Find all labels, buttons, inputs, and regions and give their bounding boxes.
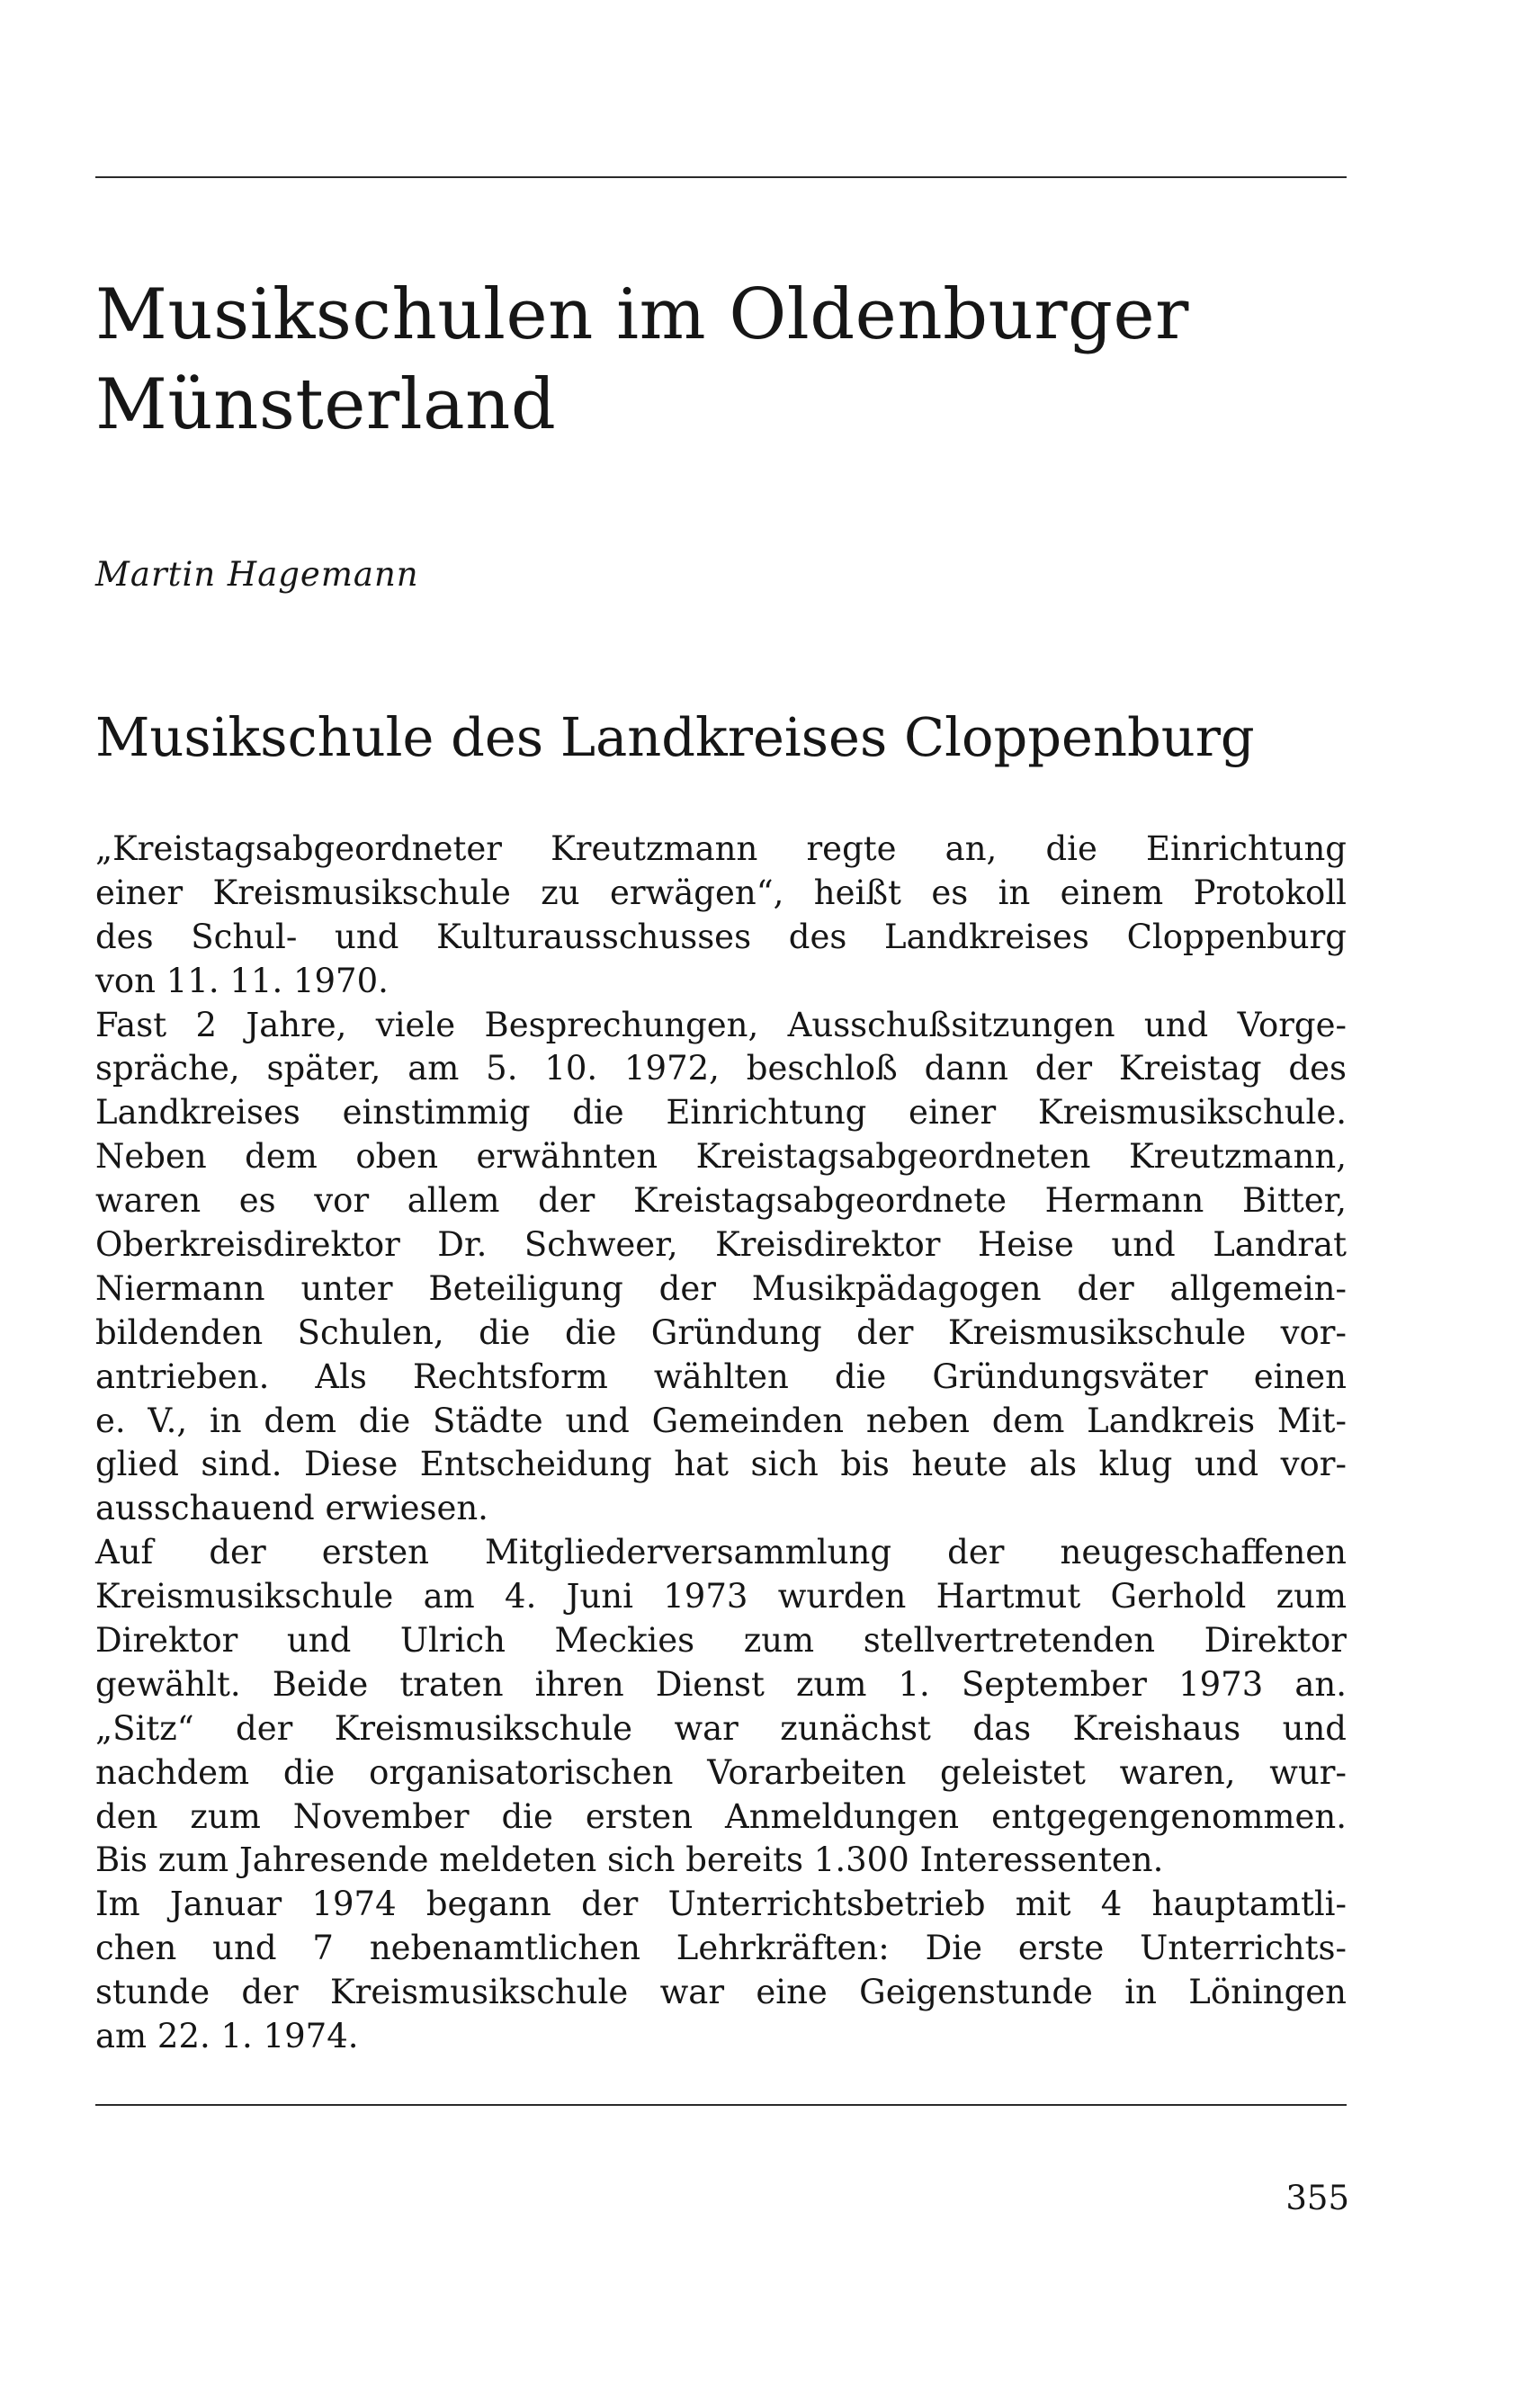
body-line: „Kreistagsabgeordneter Kreutzmann regte an, die Einrichtung [95, 829, 1347, 868]
page-number: 355 [1285, 2179, 1349, 2217]
body-line: Direktor und Ulrich Meckies zum stellvertretenden Direktor [95, 1621, 1347, 1661]
body-line: waren es vor allem der Kreistagsabgeordnete Hermann Bitter, [95, 1181, 1347, 1221]
body-line: Auf der ersten Mitgliederversammlung der neugeschaffenen [95, 1533, 1347, 1572]
bottom-rule [95, 2104, 1347, 2106]
body-line: Fast 2 Jahre, viele Besprechungen, Ausschußsitzungen und Vorge- [95, 1005, 1347, 1044]
body-line: am 22. 1. 1974. [95, 2017, 359, 2056]
body-line: „Sitz“ der Kreismusikschule war zunächst das Kreishaus und [95, 1708, 1347, 1748]
body-line: spräche, später, am 5. 10. 1972, beschloß dann der Kreistag des [95, 1049, 1347, 1088]
body-line: Bis zum Jahresende meldeten sich bereits 1.300 Interessenten. [95, 1840, 1164, 1880]
author-name: Martin Hagemann [95, 555, 419, 594]
body-line: nachdem die organisatorischen Vorarbeiten geleistet waren, wur- [95, 1752, 1347, 1792]
body-line: e. V., in dem die Städte und Gemeinden neben dem Landkreis Mit- [95, 1401, 1347, 1440]
body-text [95, 828, 1347, 2059]
body-line: den zum November die ersten Anmeldungen entgegengenommen. [95, 1796, 1347, 1836]
body-line: bildenden Schulen, die die Gründung der Kreismusikschule vor- [95, 1312, 1347, 1352]
body-line: Landkreises einstimmig die Einrichtung einer Kreismusikschule. [95, 1093, 1347, 1133]
body-line: Oberkreisdirektor Dr. Schweer, Kreisdirektor Heise und Landrat [95, 1225, 1347, 1265]
body-line: einer Kreismusikschule zu erwägen“, heißt es in einem Protokoll [95, 873, 1347, 912]
body-line: Neben dem oben erwähnten Kreistagsabgeordneten Kreutzmann, [95, 1137, 1347, 1177]
body-line: chen und 7 nebenamtlichen Lehrkräften: Die erste Unterrichts- [95, 1929, 1347, 1968]
body-line: ausschauend erwiesen. [95, 1489, 488, 1528]
body-line: von 11. 11. 1970. [95, 961, 389, 1000]
body-line: Kreismusikschule am 4. Juni 1973 wurden Hartmut Gerhold zum [95, 1577, 1347, 1616]
title-line-2: Münsterland [95, 364, 557, 445]
top-rule [95, 176, 1347, 178]
section-heading: Musikschule des Landkreises Cloppenburg [95, 706, 1255, 768]
body-line: Im Januar 1974 begann der Unterrichtsbetrieb mit 4 hauptamtli- [95, 1885, 1347, 1924]
body-line: glied sind. Diese Entscheidung hat sich bis heute als klug und vor- [95, 1445, 1347, 1484]
body-line: antrieben. Als Rechtsform wählten die Gründungsväter einen [95, 1357, 1347, 1396]
body-line: Niermann unter Beteiligung der Musikpädagogen der allgemein- [95, 1268, 1347, 1308]
page-title [95, 270, 1189, 450]
title-line-1: Musikschulen im Oldenburger [95, 274, 1189, 355]
body-line: des Schul- und Kulturausschusses des Landkreises Cloppenburg [95, 917, 1347, 956]
body-line: stunde der Kreismusikschule war eine Geigenstunde in Löningen [95, 1973, 1347, 2012]
body-line: gewählt. Beide traten ihren Dienst zum 1. September 1973 an. [95, 1664, 1347, 1704]
